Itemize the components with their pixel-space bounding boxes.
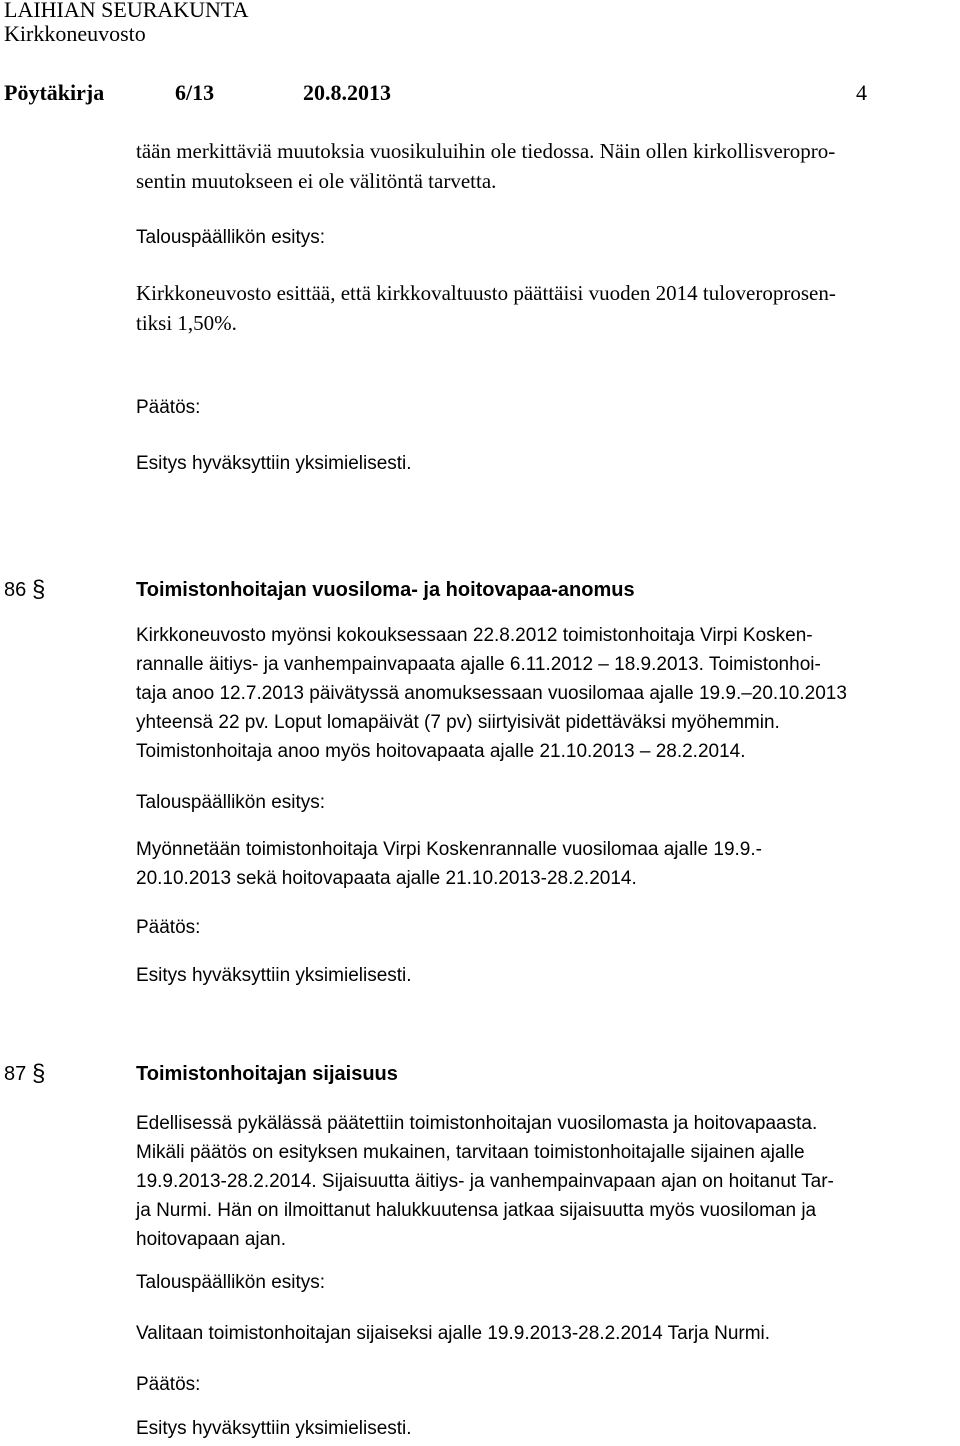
intro-line: tään merkittäviä muutoksia vuosikuluihin ole tiedossa. Näin ollen kirkollisveropro- [136, 139, 836, 163]
page-number: 4 [856, 80, 867, 105]
body-name: Kirkkoneuvosto [4, 21, 146, 46]
decision-text: Esitys hyväksyttiin yksimielisesti. [136, 1418, 412, 1439]
section-mark: § [32, 1060, 46, 1087]
proposal-line: 20.10.2013 sekä hoitovapaata ajalle 21.10.2013-28.2.2014. [136, 868, 637, 889]
decision-text: Esitys hyväksyttiin yksimielisesti. [136, 965, 412, 986]
body-line: rannalle äitiys- ja vanhempainvapaata ajalle 6.11.2012 – 18.9.2013. Toimistonhoi- [136, 654, 821, 675]
proposal-line: tiksi 1,50%. [136, 311, 237, 335]
body-line: 19.9.2013-28.2.2014. Sijaisuutta äitiys- ja vanhempainvapaan ajan on hoitanut Tar- [136, 1171, 834, 1192]
decision-label: Päätös: [136, 917, 201, 938]
decision-text: Esitys hyväksyttiin yksimielisesti. [136, 453, 412, 474]
proposal-text: Valitaan toimistonhoitajan sijaiseksi ajalle 19.9.2013-28.2.2014 Tarja Nurmi. [136, 1323, 771, 1344]
proposal-label: Talouspäällikön esitys: [136, 1272, 326, 1293]
intro-paragraph [136, 136, 956, 196]
section-title: Toimistonhoitajan vuosiloma- ja hoitovapaa-anomus [136, 579, 635, 601]
body-line: Mikäli päätös on esityksen mukainen, tarvitaan toimistonhoitajalle sijainen ajalle [136, 1142, 805, 1163]
section87-body [136, 1109, 956, 1254]
decision-label: Päätös: [136, 397, 201, 418]
body-line: taja anoo 12.7.2013 päivätyssä anomuksessaan vuosilomaa ajalle 19.9.–20.10.2013 [136, 683, 847, 704]
body-line: Toimistonhoitaja anoo myös hoitovapaata ajalle 21.10.2013 – 28.2.2014. [136, 741, 746, 762]
proposal-line: Kirkkoneuvosto esittää, että kirkkovaltuusto päättäisi vuoden 2014 tuloveroprosen- [136, 281, 836, 305]
proposal-line: Myönnetään toimistonhoitaja Virpi Koskenrannalle vuosilomaa ajalle 19.9.- [136, 839, 762, 860]
section86-proposal [136, 835, 956, 893]
section86-body [136, 621, 956, 766]
proposal-label: Talouspäällikön esitys: [136, 792, 326, 813]
body-line: Edellisessä pykälässä päätettiin toimistonhoitajan vuosilomasta ja hoitovapaasta. [136, 1113, 818, 1134]
document-type: Pöytäkirja [4, 80, 105, 105]
section-number: 87 [4, 1063, 27, 1085]
body-line: hoitovapaan ajan. [136, 1229, 287, 1250]
section-mark: § [32, 576, 46, 603]
meeting-date: 20.8.2013 [303, 80, 391, 105]
section-title: Toimistonhoitajan sijaisuus [136, 1063, 398, 1085]
decision-label: Päätös: [136, 1374, 201, 1395]
body-line: ja Nurmi. Hän on ilmoittanut halukkuutensa jatkaa sijaisuutta myös vuosiloman ja [136, 1200, 817, 1221]
body-line: Kirkkoneuvosto myönsi kokouksessaan 22.8.2012 toimistonhoitaja Virpi Kosken- [136, 625, 813, 646]
intro-line: sentin muutokseen ei ole välitöntä tarvetta. [136, 169, 497, 193]
section-number: 86 [4, 579, 27, 601]
organization-name: LAIHIAN SEURAKUNTA [4, 0, 249, 22]
proposal-label: Talouspäällikön esitys: [136, 227, 326, 248]
body-line: yhteensä 22 pv. Loput lomapäivät (7 pv) siirtyisivät pidettäväksi myöhemmin. [136, 712, 780, 733]
proposal-paragraph [136, 278, 956, 338]
meeting-number: 6/13 [175, 80, 215, 105]
